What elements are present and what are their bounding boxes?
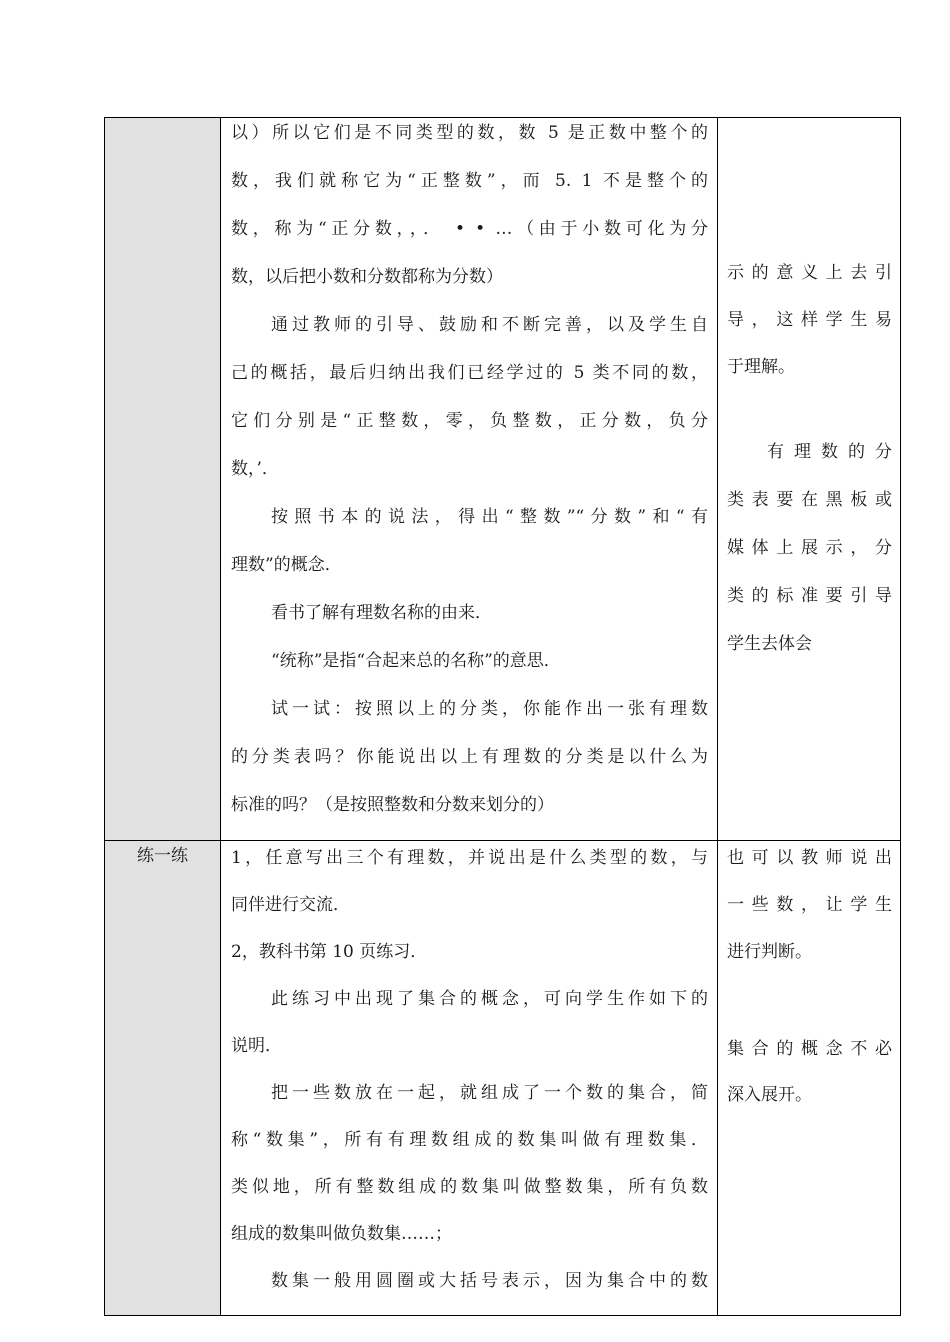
note-lines-b (727, 986, 892, 1128)
text-line: 试一试：按照以上的分类，你能作出一张有理数 (271, 699, 708, 719)
text-line: 深入展开。 (727, 1085, 812, 1105)
note-cell (718, 118, 901, 841)
text-line: 的分类表吗？你能说出以上有理数的分类是以什么为 (231, 747, 708, 767)
text-line: 组成的数集叫做负数集……； (231, 1224, 452, 1244)
note-lines-b (727, 401, 892, 679)
text-line: 数集一般用圆圈或大括号表示，因为集合中的数 (271, 1271, 708, 1291)
text-line: 1，任意写出三个有理数，并说出是什么类型的数，与 (231, 848, 708, 868)
row-label: 练一练 (137, 846, 188, 866)
text-line: 看书了解有理数名称的由来． (271, 603, 492, 623)
text-line: 标准的吗？（是按照整数和分数来划分的） (231, 795, 554, 815)
table-row (105, 841, 901, 1316)
text-line: 也可以教师说出 (727, 848, 892, 868)
text-line: 媒体上展示，分 (727, 538, 892, 558)
text-line: 有理数的分 (767, 442, 892, 462)
lesson-plan-table (104, 117, 901, 1316)
text-line: 类似地，所有整数组成的数集叫做整数集，所有负数 (231, 1177, 708, 1197)
text-line: 它们分别是“正整数，零，负整数，正分数，负分 (231, 411, 708, 431)
text-line: 数，我们就称它为“正整数”，而 5. 1 不是整个的 (231, 171, 708, 191)
text-line: 说明． (231, 1036, 282, 1056)
row-label-cell (105, 841, 221, 1316)
note-lines-a (727, 841, 892, 986)
text-line: 一些数，让学生 (727, 895, 892, 915)
note-lines-a (727, 118, 892, 401)
content-cell (221, 841, 718, 1316)
text-line: 导，这样学生易 (727, 310, 892, 330)
text-line: 按照书本的说法，得出“整数”“分数”和“有 (271, 507, 708, 527)
content-cell (221, 118, 718, 841)
text-line: 学生去体会 (727, 634, 812, 654)
text-line: 同伴进行交流． (231, 895, 350, 915)
text-line: 己的概括，最后归纳出我们已经学过的 5 类不同的数， (231, 363, 708, 383)
text-line: 数，’． (231, 459, 279, 479)
text-line: 进行判断。 (727, 942, 812, 962)
text-line: 称“数集”，所有有理数组成的数集叫做有理数集． (231, 1130, 708, 1150)
text-line: 类的标准要引导 (727, 586, 892, 606)
text-line: 理数”的概念． (231, 555, 342, 575)
text-line: 数，以后把小数和分数都称为分数） (231, 267, 503, 287)
text-line: 集合的概念不必 (727, 1039, 892, 1059)
text-line: 把一些数放在一起，就组成了一个数的集合，简 (271, 1083, 708, 1103)
content-lines (231, 118, 708, 840)
text-line: “统称”是指“合起来总的名称”的意思． (271, 651, 561, 671)
row-label (105, 118, 220, 122)
text-line: 以）所以它们是不同类型的数，数 5 是正数中整个的 (231, 123, 708, 143)
text-line: 数，称为“正分数，，． • • …（由于小数可化为分 (231, 219, 708, 239)
table-row (105, 118, 901, 841)
text-line: 示的意义上去引 (727, 263, 892, 283)
note-cell (718, 841, 901, 1316)
text-line: 此练习中出现了集合的概念，可向学生作如下的 (271, 989, 708, 1009)
text-line: 于理解。 (727, 357, 795, 377)
text-line: 类表要在黑板或 (727, 490, 892, 510)
text-line: 通过教师的引导、鼓励和不断完善，以及学生自 (271, 315, 708, 335)
content-lines (231, 841, 708, 1315)
row-label-cell (105, 118, 221, 841)
text-line: 2，教科书第 10 页练习． (231, 942, 428, 962)
